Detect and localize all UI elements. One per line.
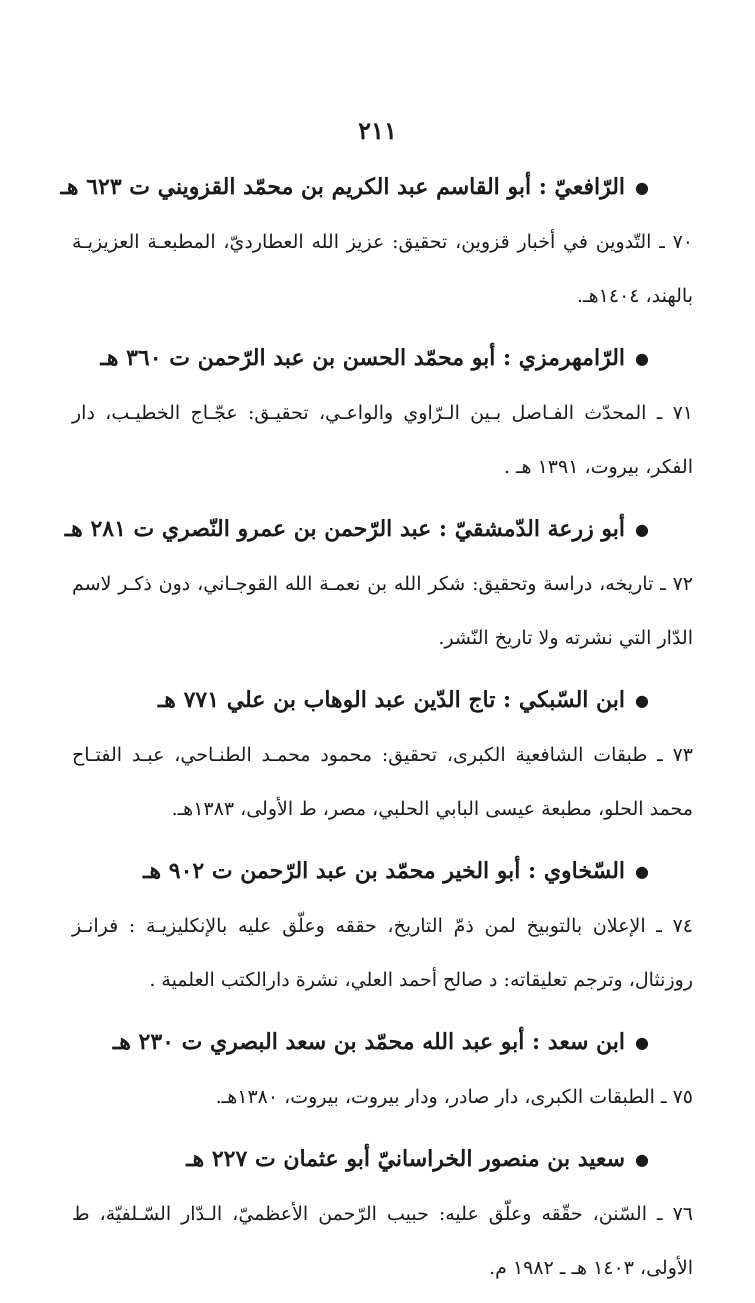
bibliography-entry (72, 673, 693, 836)
bibliography-entry (64, 502, 693, 665)
book-citation: ٧١ ـ المحدّث الفـاصل بـين الـرّاوي والواعـي، تحقيـق: عجّـاج الخطيـب، دار الفكر، بيروت، ١٣٩١ هـ . (72, 402, 693, 478)
bibliography-entry (72, 844, 693, 1007)
author-heading (60, 160, 693, 215)
bibliography-entry (72, 331, 693, 494)
bullet-icon: ● (635, 178, 649, 197)
bibliography-entry (72, 1015, 693, 1124)
author-name: سعيد بن منصور الخراسانيّ أبو عثمان ت ٢٢٧ هـ (186, 1146, 626, 1172)
book-citation: ٧٥ ـ الطبقات الكبرى، دار صادر، ودار بيروت، بيروت، ١٣٨٠هـ. (215, 1086, 693, 1108)
bullet-icon: ● (635, 1033, 649, 1052)
bullet-icon: ● (635, 520, 649, 539)
author-heading (72, 844, 693, 899)
bibliography-entry (72, 1132, 693, 1295)
bibliography-entry (60, 160, 693, 323)
author-name: الرّافعيّ : أبو القاسم عبد الكريم بن محمّد القزويني ت ٦٢٣ هـ (60, 174, 626, 200)
book-citation: ٧٤ ـ الإعلان بالتوبيخ لمن ذمّ التاريخ، حققه وعلّق عليه بالإنكليزيـة : فرانـز روزنثال، وترجم تعليقاته: د صالح أحمد العلي، نشرة دارالكتب العلمية . (72, 915, 693, 991)
author-heading (72, 1015, 693, 1070)
bullet-icon: ● (635, 862, 649, 881)
author-heading (72, 1132, 693, 1187)
bullet-icon: ● (635, 349, 649, 368)
book-citation: ٧٢ ـ تاريخه، دراسة وتحقيق: شكر الله بن نعمـة الله القوجـاني، دون ذكـر لاسم الدّار التي نشرته ولا تاريخ النّشر. (72, 573, 693, 649)
book-citation: ٧٠ ـ التّدوين في أخبار قزوين، تحقيق: عزيز الله العطارديّ، المطبعـة العزيزيـة بالهند، ١٤٠٤هـ. (72, 231, 693, 307)
book-citation: ٧٣ ـ طبقات الشافعية الكبرى، تحقيق: محمود محمـد الطنـاحي، عبـد الفتـاح محمد الحلو، مطبعة عيسى البابي الحلبي، مصر، ط الأولى، ١٣٨٣هـ. (72, 744, 693, 820)
author-name: ابن السّبكي : تاج الدّين عبد الوهاب بن علي ٧٧١ هـ (157, 687, 626, 713)
page-number: ٢١١ (358, 116, 397, 145)
author-name: أبو زرعة الدّمشقيّ : عبد الرّحمن بن عمرو النّصري ت ٢٨١ هـ (64, 516, 626, 542)
book-citation: ٧٦ ـ السّنن، حقّقه وعلّق عليه: حبيب الرّحمن الأعظميّ، الـدّار السّـلفيّة، ط الأولى، ١٤٠٣ هـ ـ ١٩٨٢ م. (72, 1203, 693, 1279)
author-heading (72, 673, 693, 728)
bullet-icon: ● (635, 691, 649, 710)
author-heading (64, 502, 693, 557)
author-name: ابن سعد : أبو عبد الله محمّد بن سعد البصري ت ٢٣٠ هـ (112, 1029, 626, 1055)
bullet-icon: ● (635, 1150, 649, 1169)
author-name: الرّامهرمزي : أبو محمّد الحسن بن عبد الرّحمن ت ٣٦٠ هـ (100, 345, 626, 371)
author-name: السّخاوي : أبو الخير محمّد بن عبد الرّحمن ت ٩٠٢ هـ (143, 858, 626, 884)
bibliography-list (60, 160, 693, 1303)
author-heading (72, 331, 693, 386)
